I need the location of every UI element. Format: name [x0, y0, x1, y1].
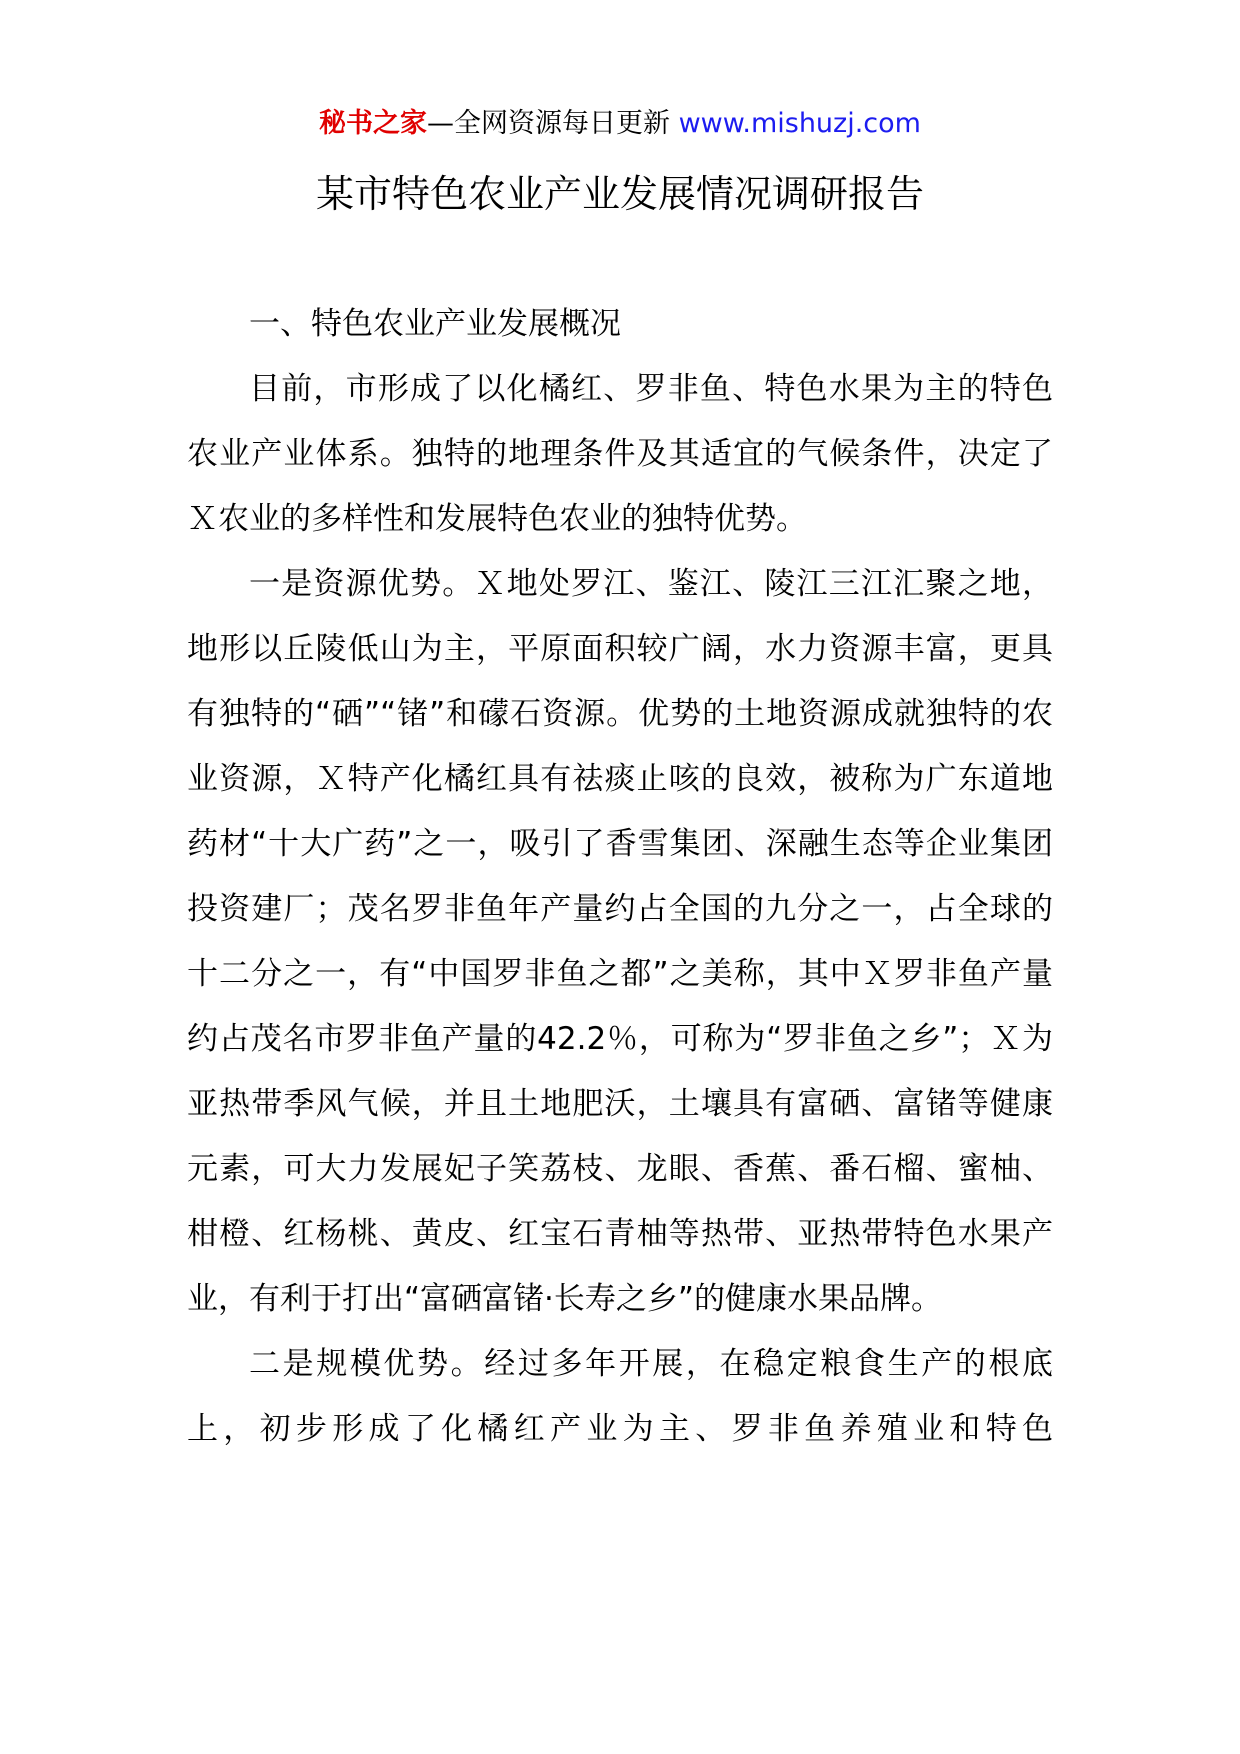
- paragraph-overview: 目前，市形成了以化橘红、罗非鱼、特色水果为主的特色农业产业体系。独特的地理条件及其适宜的气候条件，决定了Ｘ农业的多样性和发展特色农业的独特优势。: [187, 371, 1053, 537]
- document-body: [187, 292, 1053, 1462]
- paragraph-resource-advantage: 一是资源优势。Ｘ地处罗江、鉴江、陵江三江汇聚之地，地形以丘陵低山为主，平原面积较广阔，水力资源丰富，更具有独特的“硒”“锗”和礞石资源。优势的土地资源成就独特的农业资源，Ｘ特产化橘红具有祛痰止咳的良效，被称为广东道地药材“十大广药”之一，吸引了香雪集团、深融生态等企业集团投资建厂；茂名罗非鱼年产量约占全国的九分之一，占全球的十二分之一，有“中国罗非鱼之都”之美称，其中Ｘ罗非鱼产量约占茂名市罗非鱼产量的42.2％，可称为“罗非鱼之乡”；Ｘ为亚热带季风气候，并且土地肥沃，土壤具有富硒、富锗等健康元素，可大力发展妃子笑荔枝、龙眼、香蕉、番石榴、蜜柚、柑橙、红杨桃、黄皮、红宝石青柚等热带、亚热带特色水果产业，有利于打出“富硒富锗·长寿之乡”的健康水果品牌。: [187, 566, 1053, 1317]
- document-title: 某市特色农业产业发展情况调研报告: [315, 172, 924, 216]
- section-heading: 一、特色农业产业发展概况: [249, 306, 621, 342]
- site-brand: 秘书之家: [319, 108, 428, 139]
- paragraph-scale-advantage: 二是规模优势。经过多年开展，在稳定粮食生产的根底上，初步形成了化橘红产业为主、罗非鱼养殖业和特色: [187, 1346, 1053, 1447]
- site-url-link[interactable]: www.mishuzj.com: [670, 108, 921, 139]
- site-tagline: —全网资源每日更新: [427, 108, 671, 139]
- site-header: [0, 104, 1240, 144]
